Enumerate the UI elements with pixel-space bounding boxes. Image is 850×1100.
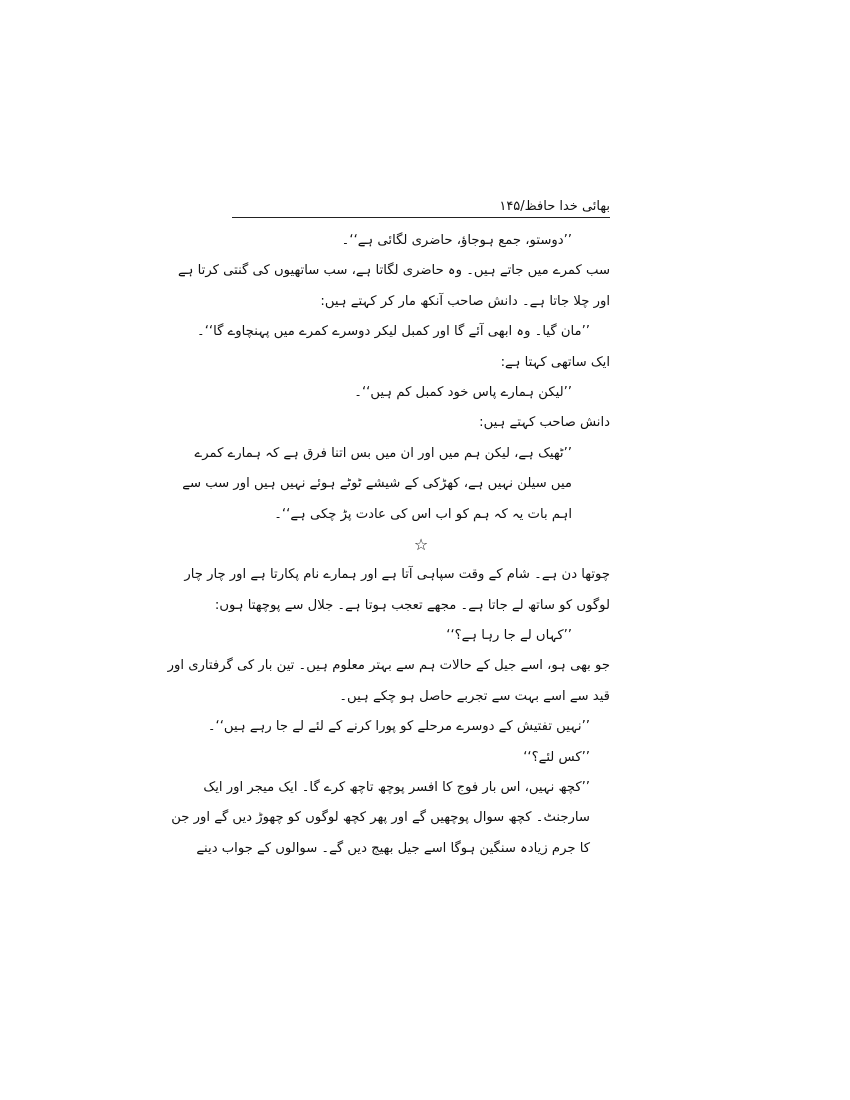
text-line: ’’کچھ نہیں، اس بار فوج کا افسر پوچھ تاچھ کرے گا۔ ایک میجر اور ایک [203, 780, 590, 796]
text-line: اہم بات یہ کہ ہم کو اب اس کی عادت پڑ چکی ہے‘‘۔ [274, 506, 572, 522]
text-line: دانش صاحب کہتے ہیں: [479, 415, 610, 431]
text-line: ’’دوستو، جمع ہوجاؤ، حاضری لگائی ہے‘‘۔ [341, 233, 572, 248]
text-line: ’’ٹھیک ہے، لیکن ہم میں اور ان میں بس اتنا فرق ہے کہ ہمارے کمرے [194, 445, 572, 461]
text-line: ’’مان گیا۔ وہ ابھی آئے گا اور کمبل لیکر دوسرے کمرے میں پہنچاوے گا‘‘۔ [196, 324, 590, 340]
text-line: چوتھا دن ہے۔ شام کے وقت سپاہی آتا ہے اور ہمارے نام پکارتا ہے اور چار چار [184, 567, 610, 583]
text-line: ’’کہاں لے جا رہا ہے؟‘‘ [446, 628, 572, 644]
text-line: ’’نہیں تفتیش کے دوسرے مرحلے کو پورا کرنے کے لئے لے جا رہے ہیں‘‘۔ [207, 719, 590, 735]
text-line: اور چلا جاتا ہے۔ دانش صاحب آنکھ مار کر کہتے ہیں: [320, 293, 610, 309]
text-line: سب کمرے میں جاتے ہیں۔ وہ حاضری لگاتا ہے، سب ساتھیوں کی گنتی کرتا ہے [178, 263, 610, 279]
text-line: جو بھی ہو، اسے جیل کے حالات ہم سے بہتر معلوم ہیں۔ تین بار کی گرفتاری اور [167, 658, 610, 674]
header-rule [232, 217, 610, 218]
page-body [167, 226, 610, 864]
running-header: بھائی خدا حافظ/۱۴۵ [499, 199, 610, 214]
text-line: ’’کس لئے؟‘‘ [523, 749, 590, 765]
text-line: قید سے اسے بہت سے تجربے حاصل ہو چکے ہیں۔ [339, 688, 610, 704]
text-line: ایک ساتھی کہتا ہے: [500, 354, 610, 370]
text-line: لوگوں کو ساتھ لے جاتا ہے۔ مجھے تعجب ہوتا ہے۔ جلال سے پوچھتا ہوں: [214, 597, 610, 613]
text-line: میں سیلن نہیں ہے، کھڑکی کے شیشے ٹوٹے ہوئے نہیں ہیں اور سب سے [182, 476, 572, 492]
text-line: سارجنٹ۔ کچھ سوال پوچھیں گے اور پھر کچھ لوگوں کو چھوڑ دیں گے اور جن [171, 810, 590, 826]
section-star-icon: ☆ [413, 534, 429, 554]
text-line: کا جرم زیادہ سنگین ہوگا اسے جیل بھیج دیں گے۔ سوالوں کے جواب دینے [196, 840, 590, 856]
text-line: ’’لیکن ہمارے پاس خود کمبل کم ہیں‘‘۔ [354, 384, 572, 400]
